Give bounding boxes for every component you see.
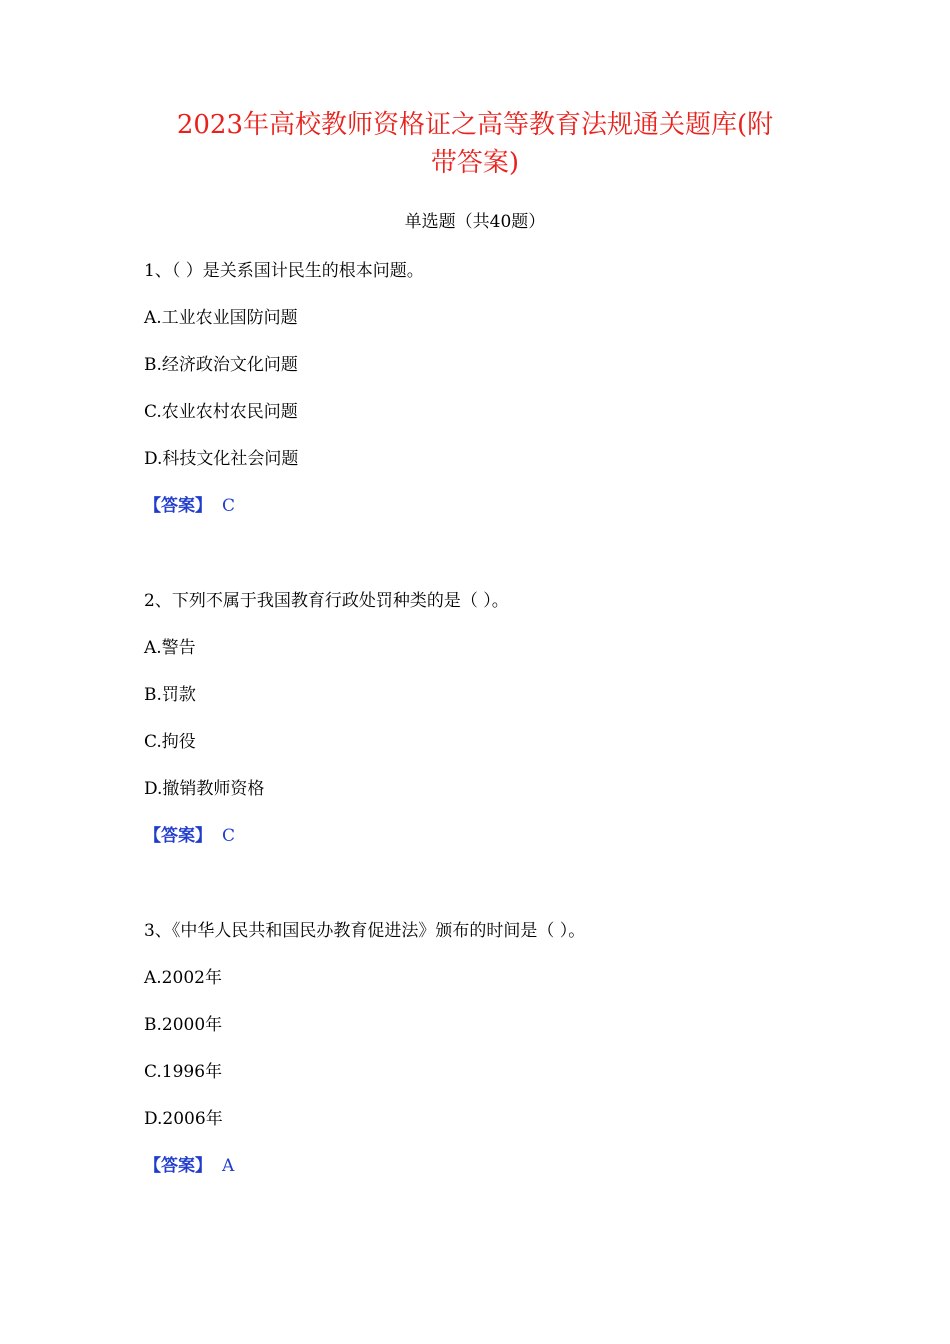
option-c: C.1996年 xyxy=(144,1062,223,1082)
option-a: A.警告 xyxy=(144,638,196,658)
option-c: C.拘役 xyxy=(144,732,196,752)
option-b: B.2000年 xyxy=(144,1015,223,1035)
answer-row xyxy=(144,823,235,849)
question-text: 1、（ ）是关系国计民生的根本问题。 xyxy=(144,261,424,281)
answer-row xyxy=(144,1153,234,1179)
answer-row xyxy=(144,493,235,519)
option-b: B.罚款 xyxy=(144,685,196,705)
option-b: B.经济政治文化问题 xyxy=(144,355,298,375)
answer-label: 【答案】 xyxy=(144,496,212,516)
option-d: D.撤销教师资格 xyxy=(144,779,265,799)
question-text: 2、下列不属于我国教育行政处罚种类的是（ ）。 xyxy=(144,591,509,611)
option-a: A.工业农业国防问题 xyxy=(144,308,298,328)
answer-label: 【答案】 xyxy=(144,1156,212,1176)
answer-value: C xyxy=(222,826,236,846)
option-c: C.农业农村农民问题 xyxy=(144,402,298,422)
answer-value: C xyxy=(222,496,236,516)
option-d: D.科技文化社会问题 xyxy=(144,449,299,469)
answer-value: A xyxy=(222,1156,235,1176)
document-title-line1: 2023年高校教师资格证之高等教育法规通关题库(附 xyxy=(176,110,774,140)
option-a: A.2002年 xyxy=(144,968,222,988)
document-title-line2: 带答案) xyxy=(430,148,520,178)
section-title: 单选题（共40题） xyxy=(404,212,546,232)
option-d: D.2006年 xyxy=(144,1109,223,1129)
question-text: 3、《中华人民共和国民办教育促进法》颁布的时间是（ ）。 xyxy=(144,921,586,941)
answer-label: 【答案】 xyxy=(144,826,212,846)
document-title xyxy=(120,106,830,182)
